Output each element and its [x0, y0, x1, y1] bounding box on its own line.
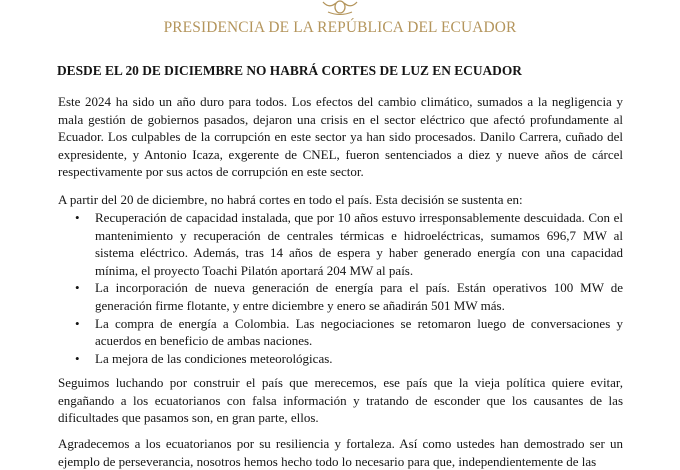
list-item: [58, 350, 623, 368]
list-item: [58, 279, 623, 314]
bullet-marker: •: [75, 350, 80, 366]
list-item-text: La mejora de las condiciones meteorológicas.: [95, 350, 333, 366]
agency-name: PRESIDENCIA DE LA REPÚBLICA DEL ECUADOR: [163, 19, 517, 36]
coat-of-arms-icon: [319, 0, 361, 16]
bullet-marker: •: [75, 280, 80, 296]
lead-paragraph: A partir del 20 de diciembre, no habrá cortes en todo el país. Esta decisión se sustenta en:: [58, 192, 523, 207]
bullet-marker: •: [75, 315, 80, 331]
document-title: DESDE EL 20 DE DICIEMBRE NO HABRÁ CORTES DE LUZ EN ECUADOR: [57, 63, 522, 78]
second-paragraph: Seguimos luchando por construir el país que merecemos, ese país que la vieja política quiere evitar, engañando a los ecuatorianos con falsa información y tratando de esconder que los causantes de las dificultades que pasamos son, en gran parte, ellos.: [58, 375, 623, 426]
list-item: [58, 209, 623, 279]
list-item: [58, 315, 623, 350]
measures-list: [58, 209, 623, 367]
list-item-text: Recuperación de capacidad instalada, que por 10 años estuvo irresponsablemente descuidada. Con el mantenimiento y recuperación de centrales térmicas e hidroeléctricas, sumamos 696,7 MW al sistema eléctrico. Además, tras 14 años de espera y haber generado energía con una capacidad mínima, el proyecto Toachi Pilatón aportará 204 MW al país.: [95, 210, 623, 278]
bullet-marker: •: [75, 210, 80, 225]
third-paragraph: Agradecemos a los ecuatorianos por su resiliencia y fortaleza. Así como ustedes han demostrado ser un ejemplo de perseverancia, nosotros hemos hecho todo lo necesario para que, independientemente de las: [58, 436, 623, 469]
intro-paragraph: Este 2024 ha sido un año duro para todos. Los efectos del cambio climático, sumados a la negligencia y mala gestión de gobiernos pasados, dejaron una crisis en el sector eléctrico que afectó profundamente al Ecuador. Los culpables de la corrupción en este sector ya han sido procesados. Danilo Carrera, cuñado del expresidente, y Antonio Icaza, exgerente de CNEL, fueron sentenciados a diez y nueve años de cárcel respectivamente por sus actos de corrupción en este sector.: [58, 94, 623, 180]
list-item-text: La incorporación de nueva generación de energía para el país. Están operativos 100 MW de generación firme flotante, y entre diciembre y enero se añadirán 501 MW más.: [95, 280, 623, 313]
list-item-text: La compra de energía a Colombia. Las negociaciones se retomaron luego de conversaciones y acuerdos en beneficio de ambas naciones.: [95, 315, 623, 349]
